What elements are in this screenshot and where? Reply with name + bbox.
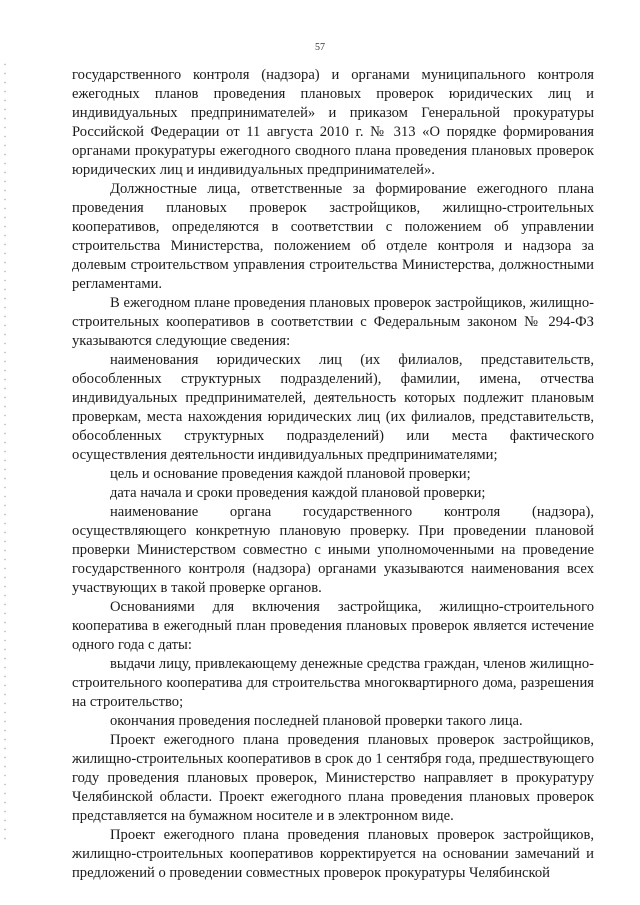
list-item: окончания проведения последней плановой проверки такого лица. (110, 713, 523, 729)
list-item: цель и основание проведения каждой плановой проверки; (110, 466, 471, 482)
paragraph: Должностные лица, ответственные за формирование ежегодного плана проведения плановых проверок застройщиков, жилищно-строительных кооперативов, определяются в соответствии с положением об управлении строительства Министерства, положением об отделе контроля и надзора за долевым строительством управления строительства Министерства, должностными регламентами. (72, 181, 594, 292)
list-item: выдачи лицу, привлекающему денежные средства граждан, членов жилищно-строительного кооператива для строительства многоквартирного дома, разрешения на строительство; (72, 656, 594, 710)
paragraph: Проект ежегодного плана проведения плановых проверок застройщиков, жилищно-строительных кооперативов корректируется на основании замечаний и предложений о проведении совместных проверок прокуратуры Челябинской (72, 827, 594, 881)
paragraph: Основаниями для включения застройщика, жилищно-строительного кооператива в ежегодный план проведения плановых проверок является истечение одного года с даты: (72, 599, 594, 653)
list-item: дата начала и сроки проведения каждой плановой проверки; (110, 485, 486, 501)
paragraph: В ежегодном плане проведения плановых проверок застройщиков, жилищно-строительных кооперативов в соответствии с Федеральным законом № 294-ФЗ указываются следующие сведения: (72, 295, 594, 349)
paragraph: государственного контроля (надзора) и органами муниципального контроля ежегодных планов проведения плановых проверок юридических лиц и индивидуальных предпринимателей» и приказом Генеральной прокуратуры Российской Федерации от 11 августа 2010 г. № 313 «О порядке формирования органами прокуратуры ежегодного сводного плана проведения плановых проверок юридических лиц и индивидуальных предпринимателей». (72, 67, 594, 178)
paragraph: Проект ежегодного плана проведения плановых проверок застройщиков, жилищно-строительных кооперативов в срок до 1 сентября года, предшествующего году проведения плановых проверок, Министерство направляет в прокуратуру Челябинской области. Проект ежегодного плана проведения плановых проверок представляется на бумажном носителе и в электронном виде. (72, 732, 594, 824)
document-body (72, 66, 594, 883)
list-item: наименования юридических лиц (их филиалов, представительств, обособленных структурных подразделений), фамилии, имена, отчества индивидуальных предпринимателей, деятельность которых подлежит плановым проверкам, места нахождения юридических лиц (их филиалов, представительств, обособленных структурных подразделений) или места фактического осуществления деятельности индивидуальных предпринимателями; (72, 352, 594, 463)
page-number: 57 (315, 42, 325, 53)
scan-edge-marks (4, 60, 6, 840)
list-item: наименование органа государственного контроля (надзора), осуществляющего конкретную плановую проверку. При проведении плановой проверки Министерством совместно с иными уполномоченными на проведение государственного контроля (надзора) органами указываются наименования всех участвующих в такой проверке органов. (72, 504, 594, 596)
